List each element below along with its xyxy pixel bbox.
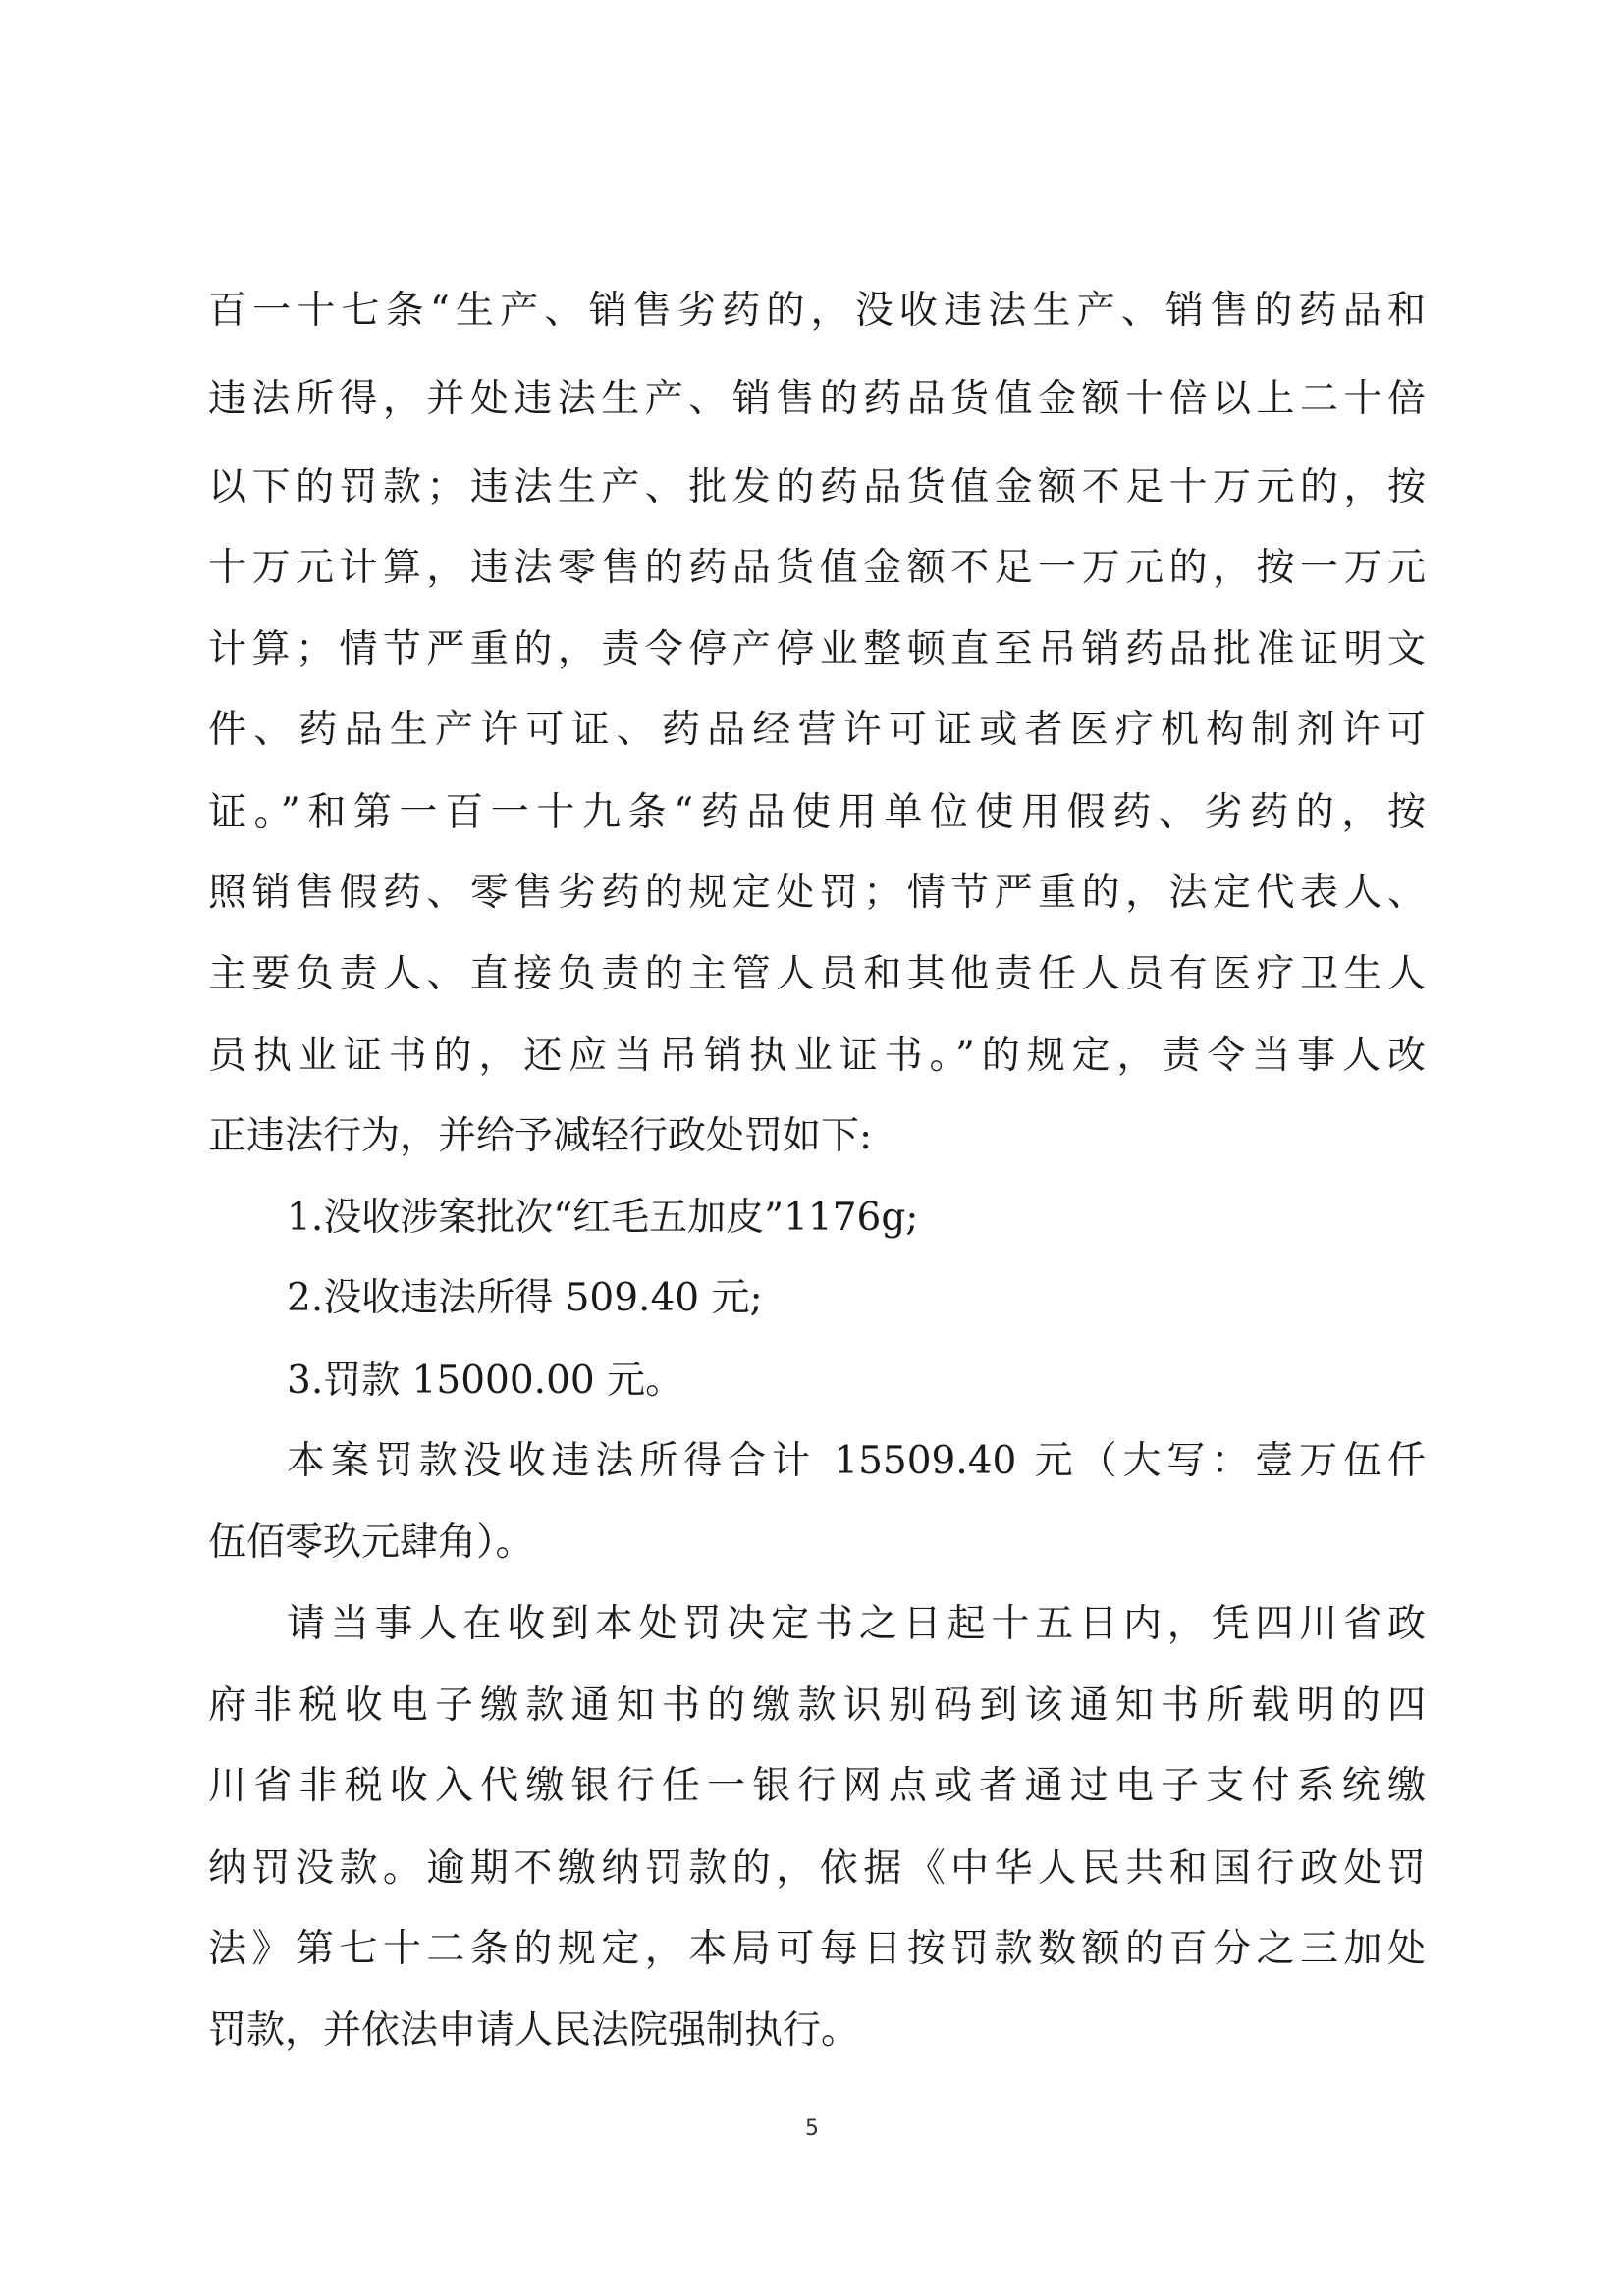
page-number: 5 xyxy=(805,2116,819,2141)
text-line: 违法所得，并处违法生产、销售的药品货值金额十倍以上二十倍 xyxy=(208,377,1426,421)
text-line: 请当事人在收到本处罚决定书之日起十五日内，凭四川省政 xyxy=(287,1602,1426,1646)
text-line: 十万元计算，违法零售的药品货值金额不足一万元的，按一万元 xyxy=(208,546,1426,590)
text-line: 照销售假药、零售劣药的规定处罚；情节严重的，法定代表人、 xyxy=(208,871,1426,915)
text-line: 纳罚没款。逾期不缴纳罚款的，依据《中华人民共和国行政处罚 xyxy=(208,1846,1426,1891)
text-line: 主要负责人、直接负责的主管人员和其他责任人员有医疗卫生人 xyxy=(208,952,1426,996)
total-line-continued: 伍佰零玖元肆角）。 xyxy=(208,1521,534,1565)
text-line: 计算；情节严重的，责令停产停业整顿直至吊销药品批准证明文 xyxy=(208,627,1426,671)
text-line: 正违法行为，并给予减轻行政处罚如下: xyxy=(208,1114,873,1158)
text-line: 件、药品生产许可证、药品经营许可证或者医疗机构制剂许可 xyxy=(208,708,1426,752)
text-line: 证。”和第一百一十九条“药品使用单位使用假药、劣药的，按 xyxy=(208,790,1426,834)
text-line: 川省非税收入代缴银行任一银行网点或者通过电子支付系统缴 xyxy=(208,1764,1426,1808)
text-line: 以下的罚款；违法生产、批发的药品货值金额不足十万元的，按 xyxy=(208,465,1426,509)
penalty-item-3: 3.罚款 15000.00 元。 xyxy=(287,1359,684,1403)
text-line: 员执业证书的，还应当吊销执业证书。”的规定，责令当事人改 xyxy=(208,1034,1426,1078)
text-line: 百一十七条“生产、销售劣药的，没收违法生产、销售的药品和 xyxy=(208,289,1426,333)
penalty-item-1: 1.没收涉案批次“红毛五加皮”1176g; xyxy=(287,1196,919,1240)
penalty-item-2: 2.没收违法所得 509.40 元; xyxy=(287,1276,763,1320)
text-line: 罚款，并依法申请人民法院强制执行。 xyxy=(208,2008,860,2053)
total-line: 本案罚款没收违法所得合计 15509.40 元（大写：壹万伍仟 xyxy=(287,1439,1426,1483)
text-line: 法》第七十二条的规定，本局可每日按罚款数额的百分之三加处 xyxy=(208,1927,1426,1971)
text-line: 府非税收电子缴款通知书的缴款识别码到该通知书所载明的四 xyxy=(208,1683,1426,1728)
